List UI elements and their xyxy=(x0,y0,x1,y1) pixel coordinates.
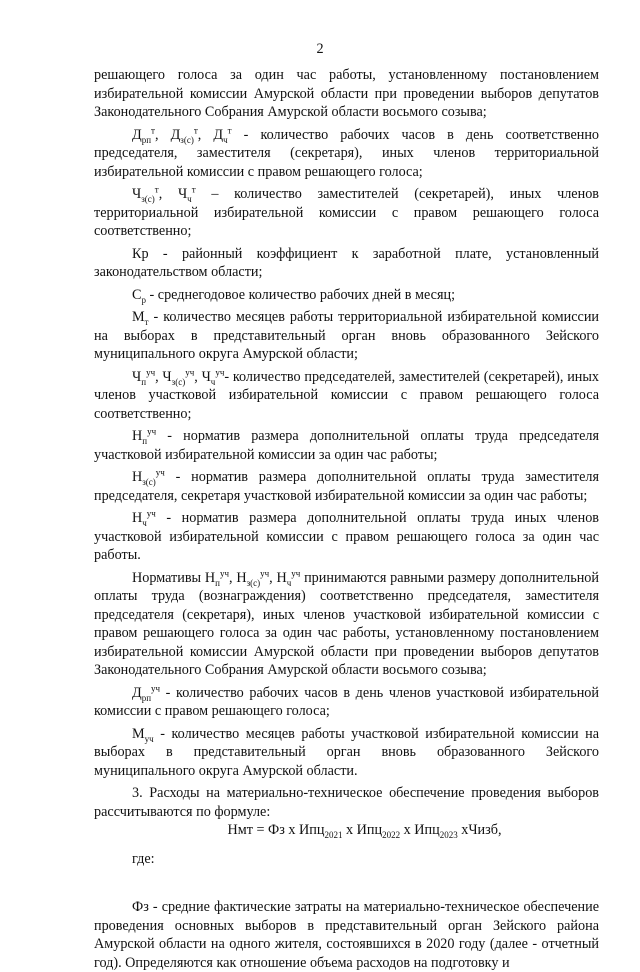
paragraph-np xyxy=(94,427,599,464)
symbol-n: Н xyxy=(132,469,143,485)
symbol-n: Н xyxy=(236,569,247,586)
paragraph-intro: решающего голоса за один час работы, установленному постановлением избирательной комиссии Амурской области при проведении выборов депутатов Законодательного Собрания Амурской области восьмого созыва; xyxy=(94,67,599,120)
symbol-d: Д xyxy=(132,126,142,143)
page-number: 2 xyxy=(316,41,324,57)
separator: , xyxy=(228,569,237,586)
paragraph-kr: Кр - районный коэффициент к заработной плате, установленный законодательством области; xyxy=(94,245,599,280)
superscript: уч xyxy=(146,508,156,519)
superscript: уч xyxy=(147,426,157,437)
separator: , xyxy=(154,126,171,143)
superscript: уч xyxy=(219,567,229,578)
symbol-ch: Ч xyxy=(162,368,172,385)
superscript: т xyxy=(151,124,155,135)
symbol-c: С xyxy=(132,286,142,303)
separator: , xyxy=(158,186,178,202)
formula-part: х Ипц xyxy=(342,822,383,838)
superscript: уч xyxy=(155,467,165,478)
subscript: ч xyxy=(286,577,292,588)
paragraph-fz: Фз - средние фактические затраты на материально-техническое обеспечение проведения основных выборов в представительный орган Зейского района Амурской области на одного жителя, состоявшихся в 2020 году (далее - отчетный год). Определяются как отношение объема расходов на подготовку и xyxy=(94,899,599,971)
definition-text: - количество рабочих часов в день соответственно председателя, заместителя (секретаря), иных членов территориальной избирательной комиссии с правом решающего голоса; xyxy=(94,126,600,180)
symbol-d: Д xyxy=(213,126,224,143)
superscript: уч xyxy=(215,366,225,377)
norms-lead: Нормативы xyxy=(132,569,205,586)
subscript: р xyxy=(141,294,146,305)
symbol-ch: Ч xyxy=(177,186,188,202)
paragraph-much xyxy=(94,725,599,781)
paragraph-drp xyxy=(94,684,599,721)
paragraph-nch xyxy=(94,509,599,565)
subscript: ч xyxy=(210,376,216,387)
paragraph-ch-uch xyxy=(94,368,599,424)
definition-text: - норматив размера дополнительной оплаты труда иных членов участковой избирательной комиссии с правом решающего голоса за один час работы. xyxy=(94,510,599,563)
paragraph-ch-terr xyxy=(94,185,599,241)
superscript: уч xyxy=(151,682,161,693)
subscript: т xyxy=(144,316,149,327)
symbol-d: Д xyxy=(170,126,181,143)
definition-text: - количество месяцев работы участковой избирательной комиссии на выборах в представительный орган вновь образованного Зейского муниципального округа Амурской области. xyxy=(94,725,599,779)
subscript: з(с) xyxy=(141,193,155,204)
definition-text: - количество месяцев работы территориальной избирательной комиссии на выборах в представительный орган вновь образованного Зейского муниципального округа Амурской области; xyxy=(94,309,599,362)
subscript: п xyxy=(141,376,147,387)
paragraph-d-terr xyxy=(94,126,599,182)
symbol-ch: Ч xyxy=(201,368,211,385)
formula-part: х Ипц xyxy=(400,822,440,838)
subscript: ч xyxy=(223,134,228,145)
subscript: уч xyxy=(144,733,154,744)
where-label: где: xyxy=(132,850,155,867)
separator: , xyxy=(194,368,202,385)
symbol-ch: Ч xyxy=(132,186,142,202)
superscript: т xyxy=(227,124,232,135)
paragraph-section-3: 3. Расходы на материально-техническое обеспечение проведения выборов рассчитываются по формуле: xyxy=(94,785,599,820)
formula-part: Нмт = Фз х Ипц xyxy=(227,822,325,838)
separator: , xyxy=(197,126,214,143)
paragraph-cp xyxy=(94,286,599,305)
paragraph-mt xyxy=(94,308,599,364)
definition-text: – количество заместителей (секретарей), иных членов территориальной избирательной комиссии с правом решающего голоса соответственно; xyxy=(94,186,599,239)
subscript: з(с) xyxy=(171,376,186,387)
subscript: ч xyxy=(187,193,192,204)
definition-text: принимаются равными размеру дополнительной оплаты труда (вознаграждения) соответственно председателя, заместителя председателя (секретаря), иных членов участковой избирательной комиссии с правом решающего голоса за один час работы, установленному постановлением избирательной комиссии Амурской области при проведении выборов депутатов Законодательного Собрания Амурской области восьмого созыва; xyxy=(94,569,599,678)
subscript: з(с) xyxy=(180,134,194,145)
definition-text: - количество председателей, заместителей (секретарей), иных членов участковой избирательной комиссии с правом решающего голоса соответственно; xyxy=(94,368,600,422)
subscript: з(с) xyxy=(246,577,261,588)
subscript: 2022 xyxy=(382,829,401,840)
superscript: уч xyxy=(260,567,270,578)
symbol-n: Н xyxy=(132,510,143,526)
subscript: п xyxy=(215,577,220,588)
paragraph-nz xyxy=(94,468,599,505)
formula-part: хЧизб, xyxy=(457,822,502,838)
superscript: т xyxy=(191,184,196,195)
subscript: 2023 xyxy=(439,829,458,840)
separator: , xyxy=(269,569,277,586)
superscript: т xyxy=(193,124,198,135)
symbol-d: Д xyxy=(132,684,142,701)
subscript: 2021 xyxy=(324,829,343,840)
symbol-m: М xyxy=(132,309,145,325)
symbol-n: Н xyxy=(132,428,143,444)
separator: , xyxy=(155,368,163,385)
symbol-n: Н xyxy=(276,569,287,586)
formula-nmt xyxy=(94,821,599,840)
symbol-m: М xyxy=(132,725,145,742)
symbol-ch: Ч xyxy=(132,368,142,385)
definition-text: - количество рабочих часов в день членов участковой избирательной комиссии с правом решающего голоса; xyxy=(94,684,599,719)
superscript: уч xyxy=(291,567,301,578)
subscript: п xyxy=(142,435,148,446)
document-body xyxy=(94,66,599,972)
superscript: т xyxy=(154,184,159,195)
definition-text: - среднегодовое количество рабочих дней в месяц; xyxy=(145,286,456,303)
definition-text: - норматив размера дополнительной оплаты труда заместителя председателя, секретаря участковой избирательной комиссии за один час работы; xyxy=(94,469,599,504)
subscript: ч xyxy=(142,517,147,528)
subscript: рп xyxy=(141,692,152,703)
subscript: з(с) xyxy=(142,476,156,487)
subscript: рп xyxy=(141,134,152,145)
paragraph-norms xyxy=(94,569,599,680)
superscript: уч xyxy=(185,366,195,377)
symbol-n: Н xyxy=(204,569,216,586)
definition-text: - норматив размера дополнительной оплаты труда председателя участковой избирательной комиссии за один час работы; xyxy=(94,428,599,463)
superscript: уч xyxy=(146,366,156,377)
